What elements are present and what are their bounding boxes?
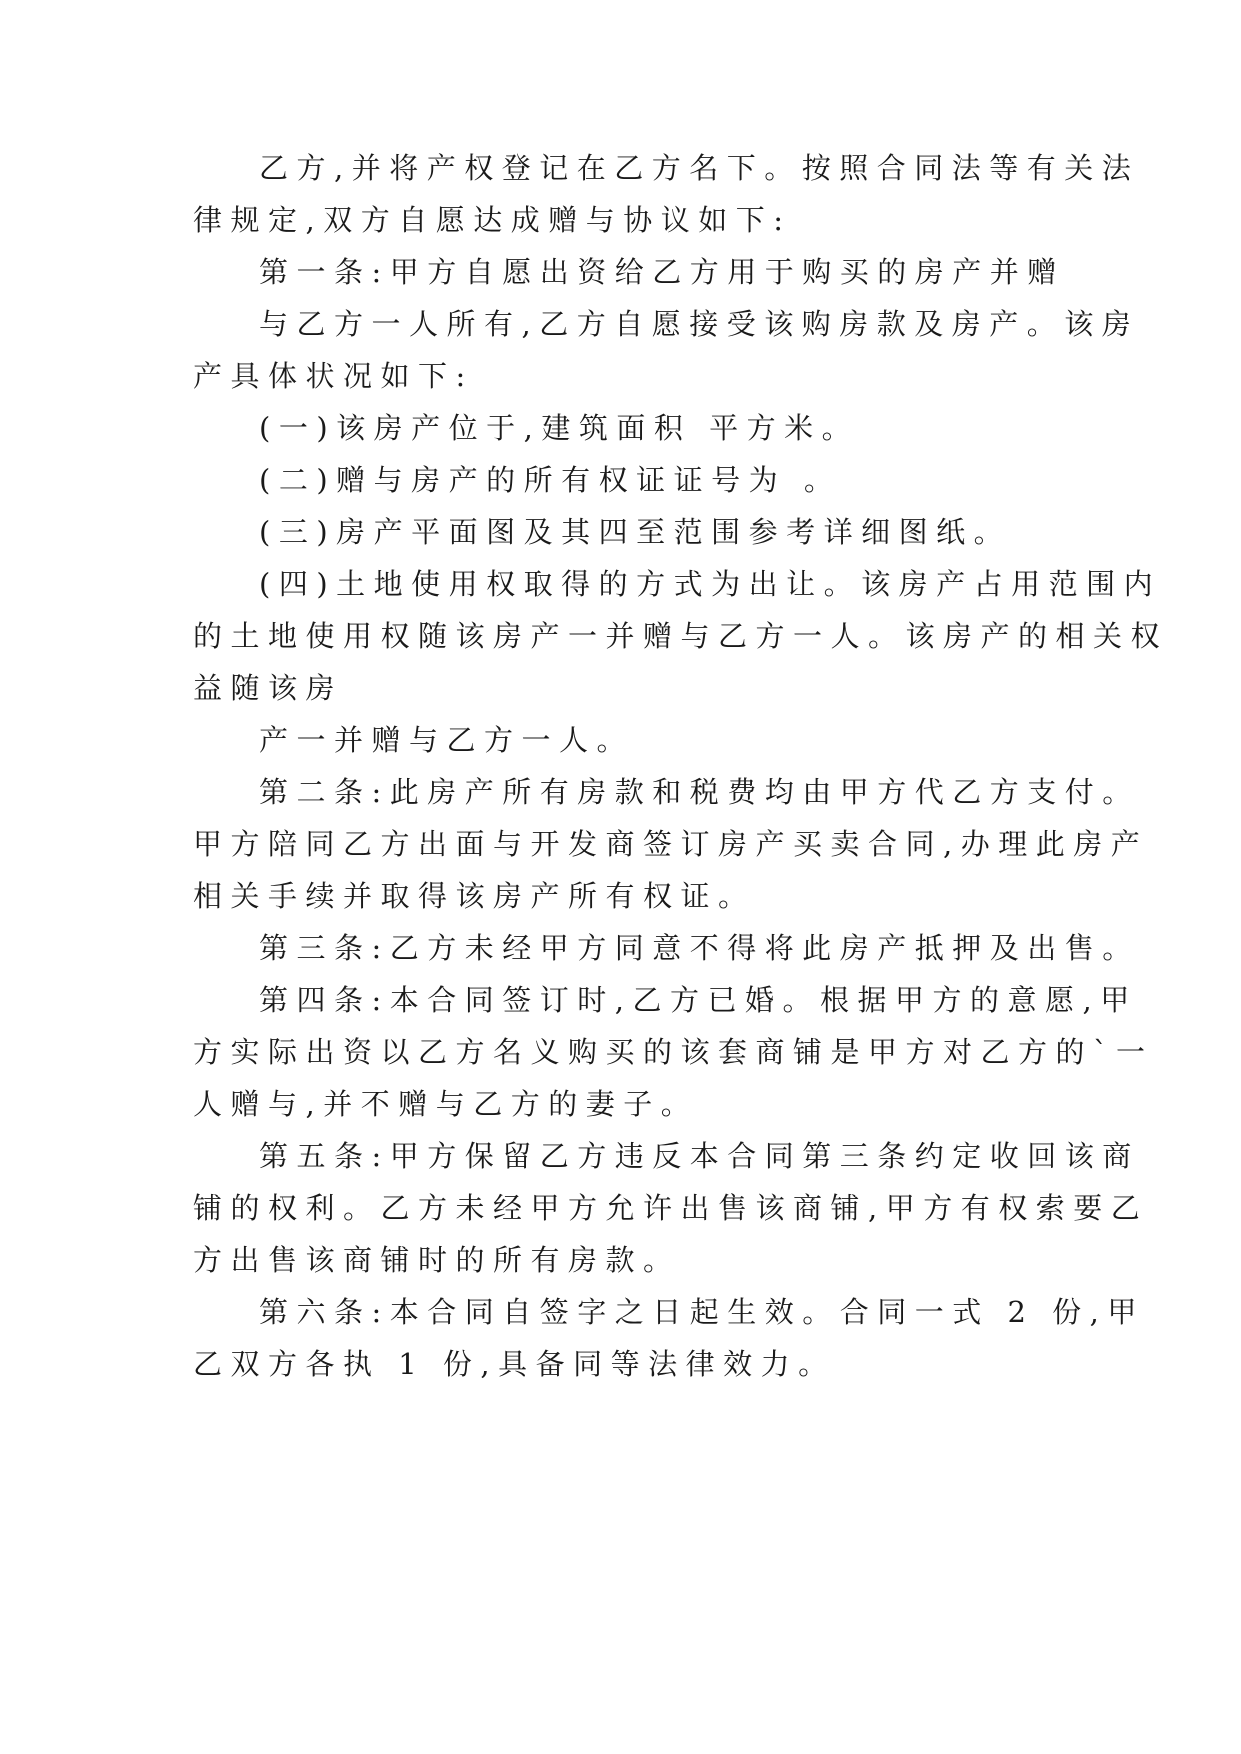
text-line: 方出售该商铺时的所有房款。 — [193, 1243, 681, 1277]
text-line: 甲方陪同乙方出面与开发商签订房产买卖合同,办理此房产 — [193, 827, 1149, 861]
text-line: 产具体状况如下: — [193, 359, 474, 393]
text-line: 律规定,双方自愿达成赠与协议如下: — [193, 203, 792, 237]
list-item-4: (四)土地使用权取得的方式为出让。该房产占用范围内 — [259, 567, 1162, 601]
text-line: 人赠与,并不赠与乙方的妻子。 — [193, 1087, 699, 1121]
list-item-3: (三)房产平面图及其四至范围参考详细图纸。 — [259, 515, 1012, 549]
article-5-heading-line: 第五条:甲方保留乙方违反本合同第三条约定收回该商 — [259, 1139, 1140, 1173]
text-line: 方实际出资以乙方名义购买的该套商铺是甲方对乙方的`一 — [193, 1035, 1154, 1069]
list-item-2: (二)赠与房产的所有权证证号为 。 — [259, 463, 842, 497]
list-item-1: (一)该房产位于,建筑面积 平方米。 — [259, 411, 860, 445]
article-4-heading-line: 第四条:本合同签订时,乙方已婚。根据甲方的意愿,甲 — [259, 983, 1138, 1017]
article-3-line: 第三条:乙方未经甲方同意不得将此房产抵押及出售。 — [259, 931, 1140, 965]
text-line: 乙方,并将产权登记在乙方名下。按照合同法等有关法 — [259, 151, 1140, 185]
article-2-heading-line: 第二条:此房产所有房款和税费均由甲方代乙方支付。 — [259, 775, 1140, 809]
text-line: 与乙方一人所有,乙方自愿接受该购房款及房产。该房 — [259, 307, 1140, 341]
text-line: 乙双方各执 1 份,具备同等法律效力。 — [193, 1347, 836, 1381]
text-line: 相关手续并取得该房产所有权证。 — [193, 879, 756, 913]
article-6-heading-line: 第六条:本合同自签字之日起生效。合同一式 2 份,甲 — [259, 1295, 1145, 1329]
text-line: 的土地使用权随该房产一并赠与乙方一人。该房产的相关权 — [193, 619, 1169, 653]
text-line: 益随该房 — [193, 671, 344, 705]
article-1-heading-line: 第一条:甲方自愿出资给乙方用于购买的房产并赠 — [259, 255, 1065, 289]
text-line: 铺的权利。乙方未经甲方允许出售该商铺,甲方有权索要乙 — [193, 1191, 1149, 1225]
text-line: 产一并赠与乙方一人。 — [259, 723, 635, 757]
